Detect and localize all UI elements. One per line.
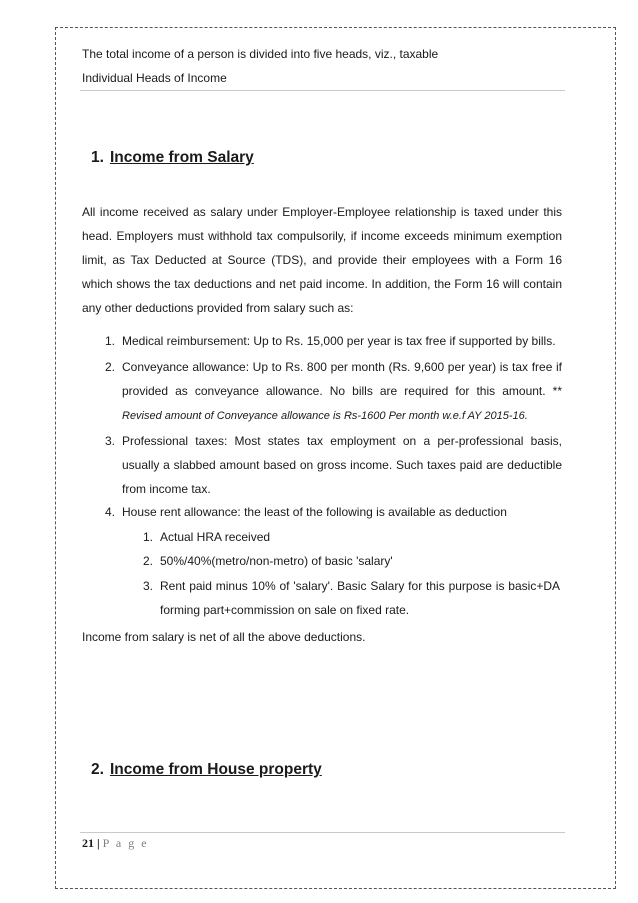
footer-divider	[80, 832, 565, 833]
sub-list-item	[143, 525, 560, 549]
list-item-text: House rent allowance: the least of the following is available as deduction	[122, 505, 507, 519]
salary-closing-paragraph: Income from salary is net of all the above deductions.	[82, 630, 366, 644]
list-item-text: Professional taxes: Most states tax employment on a per-professional basis, usually a slabbed amount based on gross income. Such taxes paid are deductible from income tax.	[122, 434, 562, 496]
section-title: Income from Salary	[109, 149, 254, 166]
list-item-text: Conveyance allowance: Up to Rs. 800 per month (Rs. 9,600 per year) is tax free if provided as conveyance allowance. No bills are required for this amount. **	[122, 360, 562, 398]
sub-list-item-number: 2.	[143, 554, 154, 568]
section-number: 2.	[91, 761, 104, 778]
sub-list-item-text: Rent paid minus 10% of 'salary'. Basic Salary for this purpose is basic+DA forming part+commission on sale on fixed rate.	[160, 579, 560, 617]
list-item-number: 2.	[105, 360, 116, 374]
section-title: Income from House property	[109, 761, 322, 778]
page-label: P a g e	[102, 836, 149, 850]
salary-intro-paragraph: All income received as salary under Employer-Employee relationship is taxed under this head. Employers must withhold tax compulsorily, if income exceeds minimum exemption limit, as Tax Deducted at Source (TDS), and provide their employees with a Form 16 which shows the tax deductions and net paid income. In addition, the Form 16 will contain any other deductions provided from salary such as:	[82, 205, 562, 315]
list-item-number: 4.	[105, 505, 116, 519]
list-item	[105, 355, 562, 428]
section-heading-house-property	[91, 761, 322, 779]
list-item	[105, 329, 562, 353]
list-item-note: Revised amount of Conveyance allowance is Rs-1600 Per month w.e.f AY 2015-16.	[122, 410, 528, 422]
sub-list-item-number: 3.	[143, 579, 154, 593]
header-line-2: Individual Heads of Income	[82, 71, 227, 85]
list-item-text: Medical reimbursement: Up to Rs. 15,000 per year is tax free if supported by bills.	[122, 334, 556, 348]
header-divider	[80, 90, 565, 91]
sub-list-item	[143, 549, 560, 573]
section-heading-salary	[91, 149, 254, 167]
sub-list-item	[143, 574, 560, 622]
list-item-number: 1.	[105, 334, 116, 348]
header-line-1: The total income of a person is divided into five heads, viz., taxable	[82, 47, 439, 61]
sub-list-item-text: Actual HRA received	[160, 530, 271, 544]
page-number: 21	[82, 836, 94, 850]
section-number: 1.	[91, 149, 104, 166]
list-item	[105, 500, 562, 524]
sub-list-item-text: 50%/40%(metro/non-metro) of basic 'salary'	[160, 554, 393, 568]
list-item	[105, 429, 562, 501]
sub-list-item-number: 1.	[143, 530, 154, 544]
page-footer	[82, 836, 149, 851]
list-item-number: 3.	[105, 434, 116, 448]
footer-separator: |	[94, 836, 103, 850]
